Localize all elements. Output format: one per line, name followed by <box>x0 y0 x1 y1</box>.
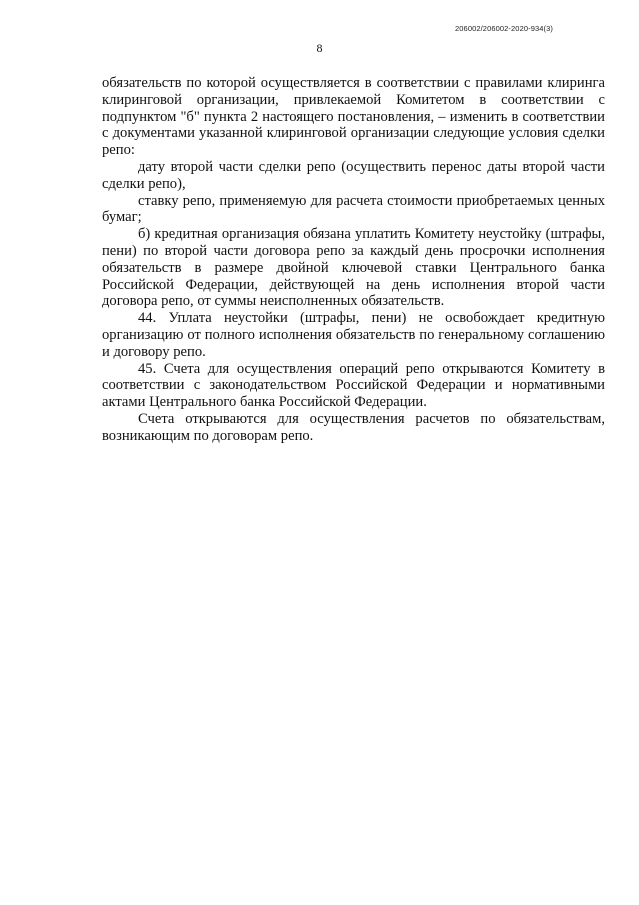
paragraph-repo-date: дату второй части сделки репо (осуществить перенос даты второй части сделки репо), <box>102 158 605 192</box>
page-number: 8 <box>316 41 323 55</box>
document-body <box>102 75 605 445</box>
paragraph-44: 44. Уплата неустойки (штрафы, пени) не освобождает кредитную организацию от полного исполнения обязательств по генеральному соглашению и договору репо. <box>102 310 605 360</box>
document-code: 206002/206002-2020-934(3) <box>455 24 553 33</box>
paragraph-45: 45. Счета для осуществления операций репо открываются Комитету в соответствии с законодательством Российской Федерации и нормативными актами Центрального банка Российской Федерации. <box>102 360 605 411</box>
paragraph-repo-rate: ставку репо, применяемую для расчета стоимости приобретаемых ценных бумаг; <box>102 192 605 226</box>
paragraph-continuation: обязательств по которой осуществляется в соответствии с правилами клиринга клиринговой организации, привлекаемой Комитетом в соответствии с подпунктом "б" пункта 2 настоящего постановления, – изменить в соответствии с документами указанной клиринговой организации следующие условия сделки репо: <box>102 75 605 159</box>
paragraph-penalty: б) кредитная организация обязана уплатить Комитету неустойку (штрафы, пени) по второй части договора репо за каждый день просрочки исполнения обязательств в размере двойной ключевой ставки Центрального банка Российской Федерации, действующей на день исполнения второй части договора репо, от суммы неисполненных обязательств. <box>102 226 605 310</box>
paragraph-accounts: Счета открываются для осуществления расчетов по обязательствам, возникающим по договорам репо. <box>102 410 605 444</box>
